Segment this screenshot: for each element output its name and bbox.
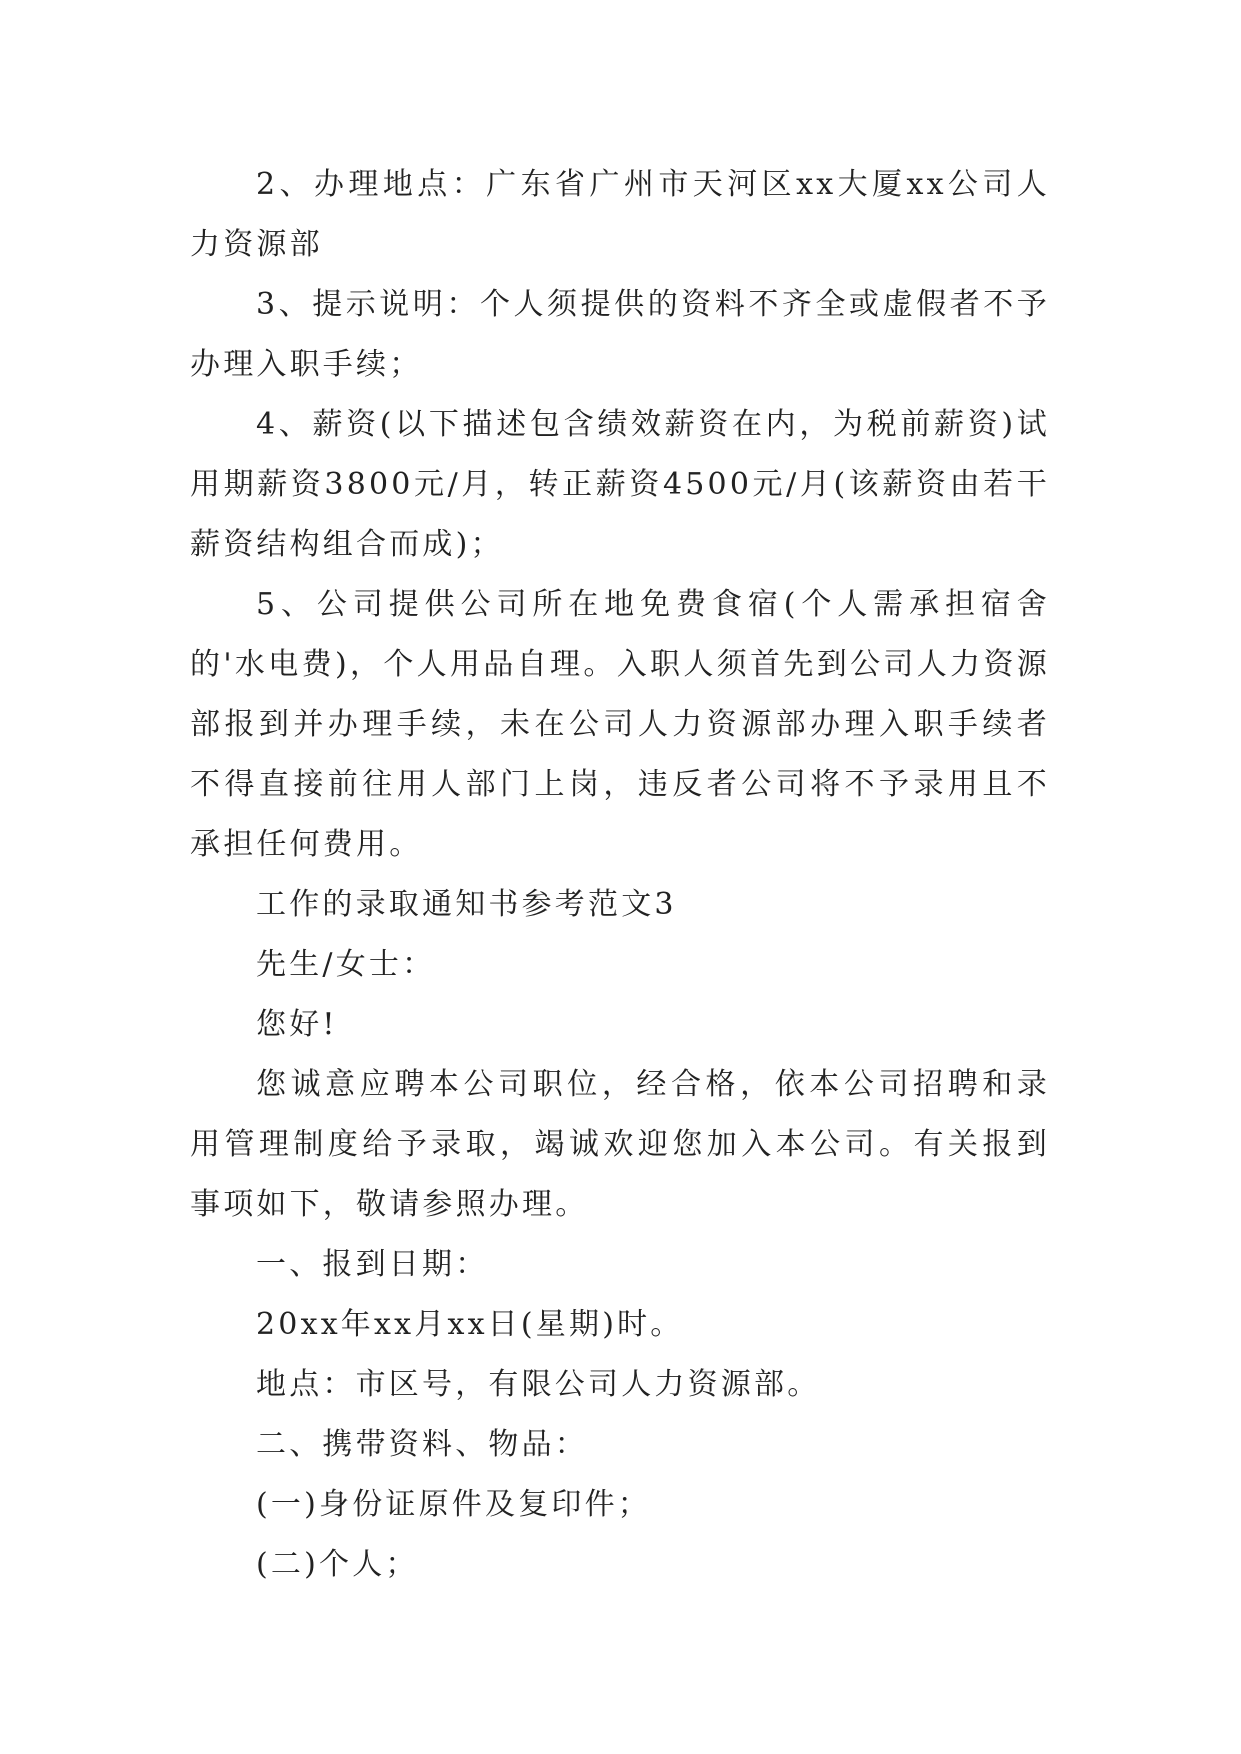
greeting: 您好! (256, 1007, 338, 1042)
salutation: 先生/女士： (256, 947, 436, 982)
intro-paragraph: 您诚意应聘本公司职位，经合格，依本公司招聘和录用管理制度给予录取，竭诚欢迎您加入本公司。有关报到事项如下，敬请参照办理。 (190, 1067, 1050, 1222)
report-date-value: 20xx年xx月xx日(星期)时。 (256, 1307, 684, 1342)
report-location: 地点：市区号，有限公司人力资源部。 (256, 1367, 821, 1402)
paragraph-salary: 4、薪资(以下描述包含绩效薪资在内，为税前薪资)试用期薪资3800元/月，转正薪资4500元/月(该薪资由若干薪资结构组合而成)； (190, 407, 1050, 562)
paragraph-accommodation: 5、公司提供公司所在地免费食宿(个人需承担宿舍的'水电费)，个人用品自理。入职人须首先到公司人力资源部报到并办理手续，未在公司人力资源部办理入职手续者不得直接前往用人部门上岗，违反者公司将不予录用且不承担任何费用。 (190, 587, 1050, 862)
materials-heading: 二、携带资料、物品： (256, 1427, 588, 1462)
report-date-heading: 一、报到日期： (256, 1247, 489, 1282)
paragraph-notice: 3、提示说明：个人须提供的资料不齐全或虚假者不予办理入职手续； (190, 287, 1050, 382)
paragraph-office-location: 2、办理地点：广东省广州市天河区xx大厦xx公司人力资源部 (190, 167, 1050, 262)
section-title: 工作的录取通知书参考范文3 (256, 887, 677, 922)
document-page (190, 155, 1050, 1595)
material-item-personal: (二)个人； (256, 1547, 419, 1582)
material-item-id-card: (一)身份证原件及复印件； (256, 1487, 652, 1522)
